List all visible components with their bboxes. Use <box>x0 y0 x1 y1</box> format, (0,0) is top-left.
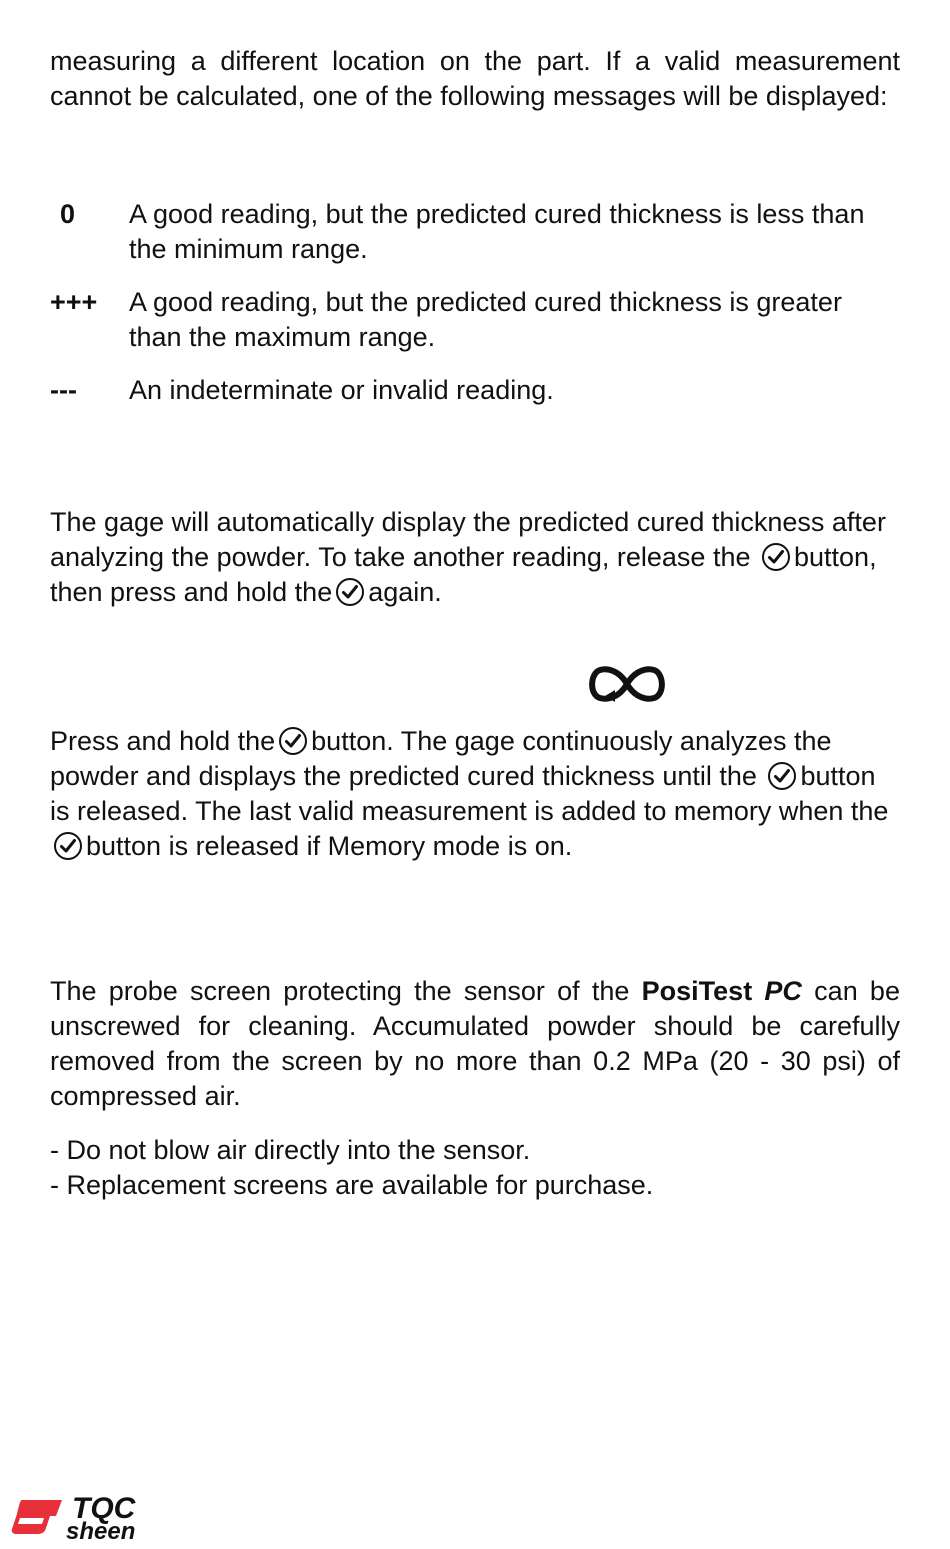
message-desc: A good reading, but the predicted cured thickness is greater than the maximum range. <box>129 287 842 352</box>
intro-paragraph <box>50 44 900 114</box>
logo-word-2: sheen <box>66 1518 136 1544</box>
auto-display-paragraph <box>50 505 900 610</box>
continuous-part3: button is released. The last valid measurement is added to memory when the <box>50 761 889 826</box>
intro-text: measuring a different location on the part. If a valid measurement cannot be calculated, one of the following messages will be displayed: <box>50 46 900 111</box>
cleaning-paragraph <box>50 974 900 1114</box>
note-item: - Replacement screens are available for purchase. <box>50 1170 654 1200</box>
cleaning-part1: The probe screen protecting the sensor of the <box>50 976 630 1006</box>
check-button-icon <box>761 542 791 572</box>
auto-part3: again. <box>368 577 442 607</box>
logo-word-1: TQC <box>72 1494 136 1525</box>
continuous-part4: button is released if Memory mode is on. <box>86 831 573 861</box>
continuous-mode-icon <box>585 660 669 708</box>
check-button-icon <box>335 577 365 607</box>
message-desc: A good reading, but the predicted cured thickness is less than the minimum range. <box>129 199 865 264</box>
tqc-sheen-logo <box>10 1494 160 1544</box>
continuous-part2: button. The gage continuously analyzes the powder and displays the predicted cured thickness until the <box>50 726 832 791</box>
message-code: +++ <box>50 287 98 317</box>
notes-list <box>50 1133 900 1203</box>
check-button-icon <box>278 726 308 756</box>
cleaning-part2: can be unscrewed for cleaning. Accumulated powder should be carefully removed from the screen by no more than 0.2 MPa (20 - 30 psi) of compressed air. <box>50 976 900 1111</box>
message-desc: An indeterminate or invalid reading. <box>129 375 554 405</box>
brand-name: PosiTest <box>641 976 753 1006</box>
auto-line1: The gage will automatically display the predicted cured thickness after analyzing the powder. To take another reading, release the <box>50 507 886 572</box>
auto-part2: button, then press and hold the <box>50 542 877 607</box>
continuous-part1: Press and hold the <box>50 726 276 756</box>
note-item: - Do not blow air directly into the sensor. <box>50 1135 531 1165</box>
check-button-icon <box>53 831 83 861</box>
message-code: 0 <box>60 199 76 229</box>
message-code: --- <box>50 375 77 405</box>
check-button-icon <box>767 761 797 791</box>
continuous-paragraph <box>50 724 900 864</box>
model-name: PC <box>764 976 802 1006</box>
